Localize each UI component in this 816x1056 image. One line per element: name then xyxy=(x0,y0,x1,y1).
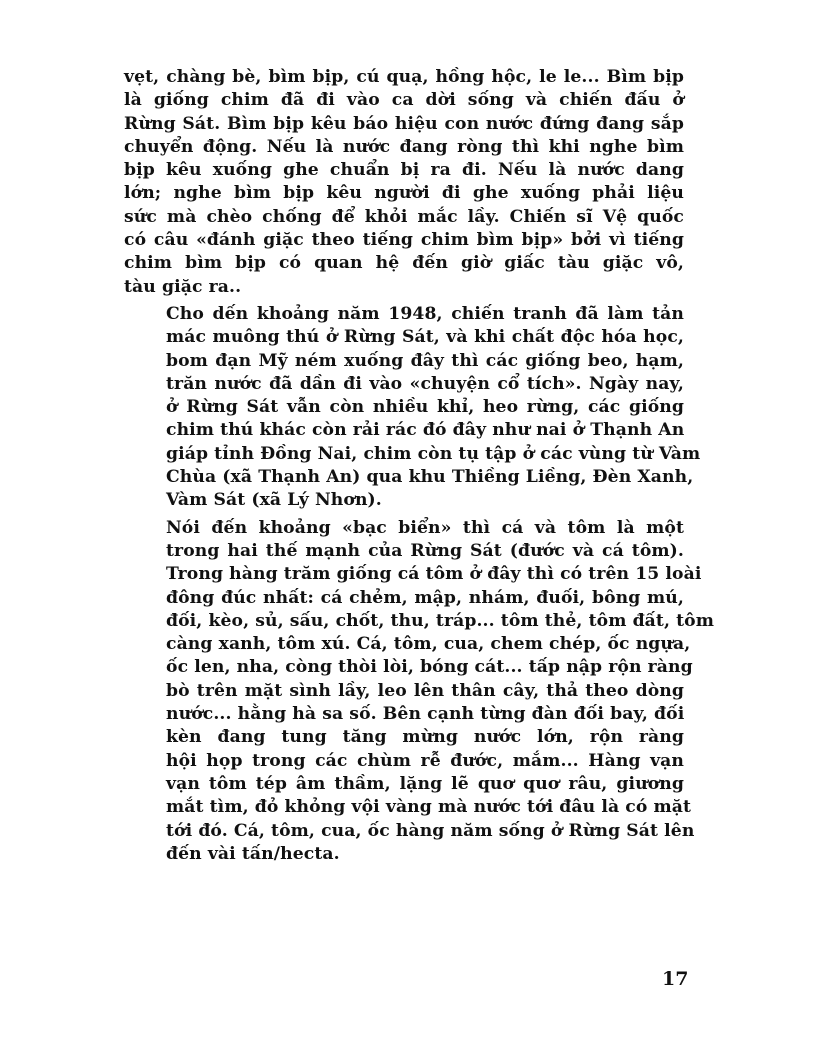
text-line: tới đó. Cá, tôm, cua, ốc hàng năm sống ở Rừng Sát lên xyxy=(166,820,695,841)
text-line: Rừng Sát. Bìm bịp kêu báo hiệu con nước đứng đang sắp xyxy=(124,113,684,134)
text-line: Cho dến khoảng năm 1948, chiến tranh đã làm tản xyxy=(166,303,684,324)
text-line: Trong hàng trăm giống cá tôm ở đây thì có trên 15 loài xyxy=(166,564,702,585)
text-line: vẹt, chàng bè, bìm bịp, cú quạ, hồng hộc, le le... Bìm bịp xyxy=(124,67,684,87)
text-line: là giống chim đã đi vào ca dời sống và chiến đấu ở xyxy=(124,90,684,111)
text-line: tàu giặc ra.. xyxy=(124,276,242,297)
paragraph-1 xyxy=(124,66,684,299)
text-line: lớn; nghe bìm bịp kêu người đi ghe xuống phải liệu xyxy=(124,183,684,204)
text-line: có câu «đánh giặc theo tiếng chim bìm bịp» bởi vì tiếng xyxy=(124,230,684,251)
text-line: sức mà chèo chống để khỏi mắc lầy. Chiến sĩ Vệ quốc xyxy=(124,206,684,227)
text-line: đối, kèo, sủ, sấu, chốt, thu, tráp... tôm thẻ, tôm đất, tôm xyxy=(166,610,715,631)
text-line: vạn tôm tép âm thầm, lặng lẽ quơ quơ râu, giương xyxy=(166,773,684,794)
book-page-body xyxy=(124,66,715,866)
page-number: 17 xyxy=(662,968,689,990)
text-line: càng xanh, tôm xú. Cá, tôm, cua, chem chép, ốc ngựa, xyxy=(166,634,691,655)
text-line: bò trên mặt sình lầy, leo lên thân cây, thả theo dòng xyxy=(166,680,684,701)
text-line: nước... hằng hà sa số. Bên cạnh từng đàn đối bay, đối xyxy=(166,704,685,725)
text-line: Vàm Sát (xã Lý Nhơn). xyxy=(166,490,382,511)
text-line: mác muông thú ở Rừng Sát, và khi chất độc hóa học, xyxy=(166,327,684,348)
paragraph-3 xyxy=(124,517,715,866)
text-line: bịp kêu xuống ghe chuẩn bị ra đi. Nếu là nước dang xyxy=(124,160,684,181)
text-line: đến vài tấn/hecta. xyxy=(166,843,340,864)
text-line: trăn nước đã dần đi vào «chuyện cổ tích». Ngày nay, xyxy=(166,373,684,394)
text-line: hội họp trong các chùm rễ đước, mắm... Hàng vạn xyxy=(166,750,684,771)
text-line: ở Rừng Sát vẫn còn nhiều khỉ, heo rừng, các giống xyxy=(166,397,684,418)
text-line: trong hai thế mạnh của Rừng Sát (đước và cá tôm). xyxy=(166,540,684,561)
text-line: giáp tỉnh Đồng Nai, chim còn tụ tập ở các vùng từ Vàm xyxy=(166,443,701,464)
text-line: chim thú khác còn rải rác đó đây như nai ở Thạnh An xyxy=(166,420,685,441)
paragraph-2 xyxy=(124,303,701,513)
text-line: chim bìm bịp có quan hệ đến giờ giấc tàu giặc vô, xyxy=(124,253,684,274)
text-line: chuyển động. Nếu là nước đang ròng thì khi nghe bìm xyxy=(124,136,684,157)
text-line: ốc len, nha, còng thòi lòi, bóng cát... tấp nập rộn ràng xyxy=(166,657,693,678)
text-line: kèn đang tung tăng mừng nước lớn, rộn ràng xyxy=(166,727,684,748)
text-line: bom đạn Mỹ ném xuống đây thì các giống beo, hạm, xyxy=(166,350,684,371)
text-line: mắt tìm, đỏ khỏng vội vàng mà nước tới đâu là có mặt xyxy=(166,797,692,818)
text-line: Nói đến khoảng «bạc biển» thì cá và tôm là một xyxy=(166,517,684,538)
text-line: Chùa (xã Thạnh An) qua khu Thiềng Liềng, Đèn Xanh, xyxy=(166,467,694,488)
text-line: đông đúc nhất: cá chẻm, mập, nhám, đuối, bông mú, xyxy=(166,587,684,608)
